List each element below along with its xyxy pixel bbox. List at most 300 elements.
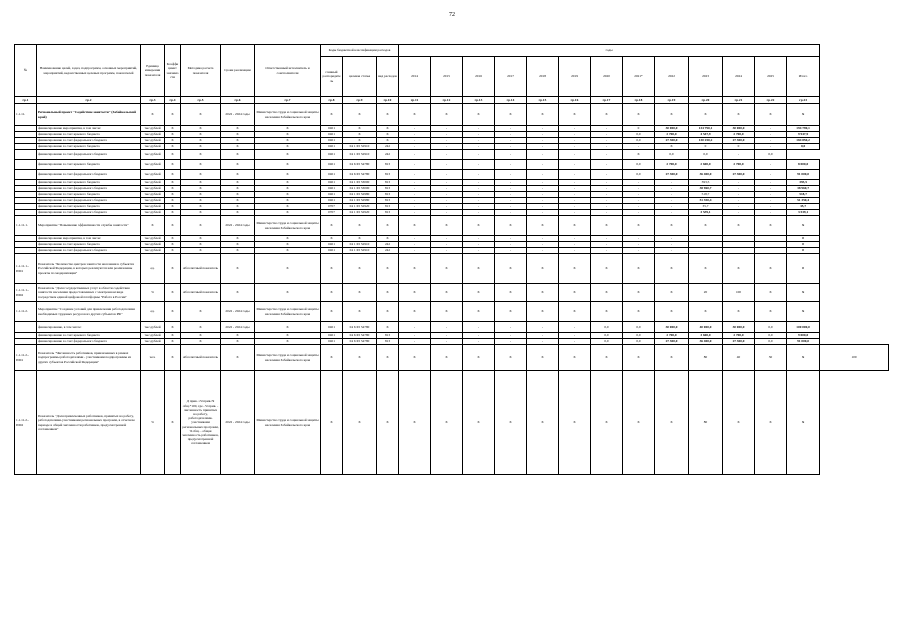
table-cell: 2022 - 2024 годы — [221, 371, 255, 475]
table-cell: X — [431, 371, 463, 475]
table-cell: 194 790,1 — [787, 126, 820, 132]
table-cell: - — [399, 236, 431, 242]
table-cell: X — [343, 104, 377, 126]
table-cell: - — [431, 138, 463, 144]
table-cell: 0,0 — [755, 322, 787, 333]
table-cell: - — [755, 198, 787, 204]
table-cell: X — [181, 192, 221, 198]
table-cell: 36 400,0 — [689, 339, 723, 345]
table-cell: - — [755, 180, 787, 186]
table-cell: 27 300,0 — [655, 170, 689, 180]
table-cell: - — [527, 248, 559, 254]
table-cell: - — [623, 248, 655, 254]
table-cell: X — [165, 236, 181, 242]
table-cell: - — [527, 242, 559, 248]
table-cell: - — [431, 160, 463, 170]
table-cell: - — [559, 248, 591, 254]
table-cell: - — [559, 333, 591, 339]
table-cell: - — [559, 204, 591, 210]
table-cell: 36 400,0 — [689, 170, 723, 180]
table-row — [15, 254, 889, 284]
table-cell: 9 947,9 — [787, 132, 820, 138]
table-cell: 3 539,1 — [787, 210, 820, 216]
group-number-cell: гр.18 — [623, 97, 655, 104]
table-cell: - — [655, 192, 689, 198]
table-cell: - — [559, 186, 591, 192]
year-header: 2022 — [655, 57, 689, 97]
table-cell: X — [165, 333, 181, 339]
table-cell: - — [527, 160, 559, 170]
table-cell: X — [527, 254, 559, 284]
row-name-cell: финансирование за счет федерального бюджета — [37, 186, 141, 192]
kbk-col-header: главный распорядитель — [321, 57, 343, 97]
table-cell: X — [255, 339, 321, 345]
table-cell: X — [165, 192, 181, 198]
table-cell: X — [181, 339, 221, 345]
table-cell: X — [377, 236, 399, 242]
table-cell: 04 6 P2 54780 — [343, 339, 377, 345]
table-cell: X — [431, 254, 463, 284]
table-cell: - — [655, 236, 689, 242]
table-cell: 04 6 P2 54780 — [343, 160, 377, 170]
table-cell: 134 790,1 — [689, 126, 723, 132]
table-cell: X — [655, 254, 689, 284]
table-cell: X — [165, 254, 181, 284]
table-cell: 0,0 — [623, 339, 655, 345]
table-cell: X — [181, 170, 221, 180]
table-cell: X — [377, 216, 399, 236]
col-unit-header: Единица измерения показателя — [141, 45, 165, 97]
table-cell: - — [399, 198, 431, 204]
table-cell: - — [527, 210, 559, 216]
table-cell: X — [321, 371, 343, 475]
table-cell: - — [527, 198, 559, 204]
table-cell: - — [431, 192, 463, 198]
table-cell: - — [495, 242, 527, 248]
table-cell: X — [343, 132, 377, 138]
table-cell: X — [787, 284, 820, 302]
table-cell: X — [343, 236, 377, 242]
table-cell: - — [431, 170, 463, 180]
table-cell: - — [527, 138, 559, 144]
table-cell: - — [463, 180, 495, 186]
table-cell: - — [495, 198, 527, 204]
table-cell: % — [141, 284, 165, 302]
table-cell: X — [623, 302, 655, 322]
table-cell: 0 — [787, 248, 820, 254]
table-cell: - — [399, 138, 431, 144]
table-cell: - — [755, 186, 787, 192]
table-cell: 04 1 P2 52910 — [343, 144, 377, 150]
table-cell: 0 — [787, 236, 820, 242]
table-cell: X — [181, 186, 221, 192]
table-cell: - — [431, 210, 463, 216]
table-cell: - — [527, 150, 559, 160]
col-method-header: Методика расчета показателя — [181, 45, 221, 97]
table-cell: - — [755, 144, 787, 150]
group-number-cell: гр.7 — [255, 97, 321, 104]
row-name-cell: финансирование за счет федерального бюджета — [37, 339, 141, 345]
table-cell: X — [591, 104, 623, 126]
table-cell: 2022 - 2024 годы — [221, 302, 255, 322]
table-cell: 4 547,9 — [689, 132, 723, 138]
table-cell: - — [463, 339, 495, 345]
table-cell: 518,7 — [787, 192, 820, 198]
table-cell: тыс.рублей — [141, 198, 165, 204]
table-row — [15, 160, 889, 170]
table-cell: - — [623, 204, 655, 210]
table-cell: X — [559, 345, 591, 371]
table-cell: - — [655, 186, 689, 192]
table-cell: X — [787, 216, 820, 236]
group-number-cell: гр.17 — [591, 97, 623, 104]
group-number-cell: гр.22 — [755, 97, 787, 104]
table-cell: X — [321, 104, 343, 126]
table-cell: 27 300,0 — [723, 138, 755, 144]
col-name-header: Наименование целей, задач, подпрограмм, основных мероприятий, мероприятий, ведомственных целевых программ, показателей — [37, 45, 141, 97]
table-cell: 393,5 — [787, 180, 820, 186]
table-cell: X — [723, 302, 755, 322]
table-cell: - — [559, 198, 591, 204]
table-row — [15, 322, 889, 333]
table-cell: - — [623, 186, 655, 192]
table-cell: - — [495, 160, 527, 170]
table-cell: - — [623, 210, 655, 216]
table-cell: 393,5 — [689, 180, 723, 186]
table-cell: X — [559, 302, 591, 322]
total-header: Итого — [787, 57, 820, 97]
table-cell: X — [755, 254, 787, 284]
table-cell: X — [255, 210, 321, 216]
table-cell: - — [591, 236, 623, 242]
row-name-cell: финансирование за счет краевого бюджета — [37, 144, 141, 150]
table-cell: - — [623, 242, 655, 248]
table-cell: - — [591, 180, 623, 186]
table-cell: 38 960,7 — [689, 186, 723, 192]
table-cell: - — [559, 170, 591, 180]
row-code-cell — [15, 170, 37, 180]
table-cell: X — [399, 254, 431, 284]
table-cell: X — [655, 144, 689, 150]
table-cell: X — [181, 302, 221, 322]
group-number-cell: гр.21 — [723, 97, 755, 104]
table-cell: X — [165, 150, 181, 160]
table-cell: - — [755, 160, 787, 170]
year-header: 2020 — [591, 57, 623, 97]
table-cell: - — [431, 132, 463, 138]
table-cell: X — [527, 302, 559, 322]
year-header: 2015 — [431, 57, 463, 97]
table-cell: - — [495, 180, 527, 186]
table-cell: тыс.рублей — [141, 144, 165, 150]
table-cell: - — [655, 204, 689, 210]
row-code-cell: 1.1.11. — [15, 104, 37, 126]
table-cell: - — [463, 236, 495, 242]
table-cell: 04 6 P2 54780 — [343, 170, 377, 180]
table-cell: X — [221, 180, 255, 186]
table-cell: 51 350,4 — [689, 198, 723, 204]
table-cell: X — [165, 216, 181, 236]
row-name-cell: финансирование за счет краевого бюджета — [37, 333, 141, 339]
table-cell: 91 000,0 — [787, 170, 820, 180]
group-number-cell: гр.6 — [221, 97, 255, 104]
table-cell: - — [399, 242, 431, 248]
table-cell: X — [181, 322, 221, 333]
table-cell: X — [221, 248, 255, 254]
table-cell: 04 1 P2 52980 — [343, 192, 377, 198]
table-cell: X — [181, 236, 221, 242]
table-cell: - — [495, 333, 527, 339]
table-cell: - — [399, 180, 431, 186]
year-header: 2019 — [559, 57, 591, 97]
table-cell: 813 — [377, 180, 399, 186]
table-cell: 2 700,0 — [655, 132, 689, 138]
table-cell: - — [399, 186, 431, 192]
table-cell: X — [591, 216, 623, 236]
table-cell: - — [527, 126, 559, 132]
table-cell: - — [431, 339, 463, 345]
table-cell: 0401 — [321, 144, 343, 150]
table-row — [15, 216, 889, 236]
table-cell: 27 300,0 — [723, 339, 755, 345]
table-cell: - — [431, 322, 463, 333]
table-cell: X — [463, 345, 495, 371]
table-cell: X — [463, 284, 495, 302]
table-cell: 80 — [689, 371, 723, 475]
table-cell: 04 1 P2 52910 — [343, 248, 377, 254]
table-cell: X — [495, 302, 527, 322]
table-cell: - — [495, 170, 527, 180]
table-cell: 80 — [689, 345, 723, 371]
table-cell: 0,0 — [623, 160, 655, 170]
program-financing-table — [14, 44, 889, 475]
row-name-cell: финансирование за счет федерального бюджета — [37, 150, 141, 160]
table-cell: тыс.рублей — [141, 186, 165, 192]
table-cell: 813 — [377, 339, 399, 345]
table-cell: - — [559, 322, 591, 333]
table-cell: - — [655, 248, 689, 254]
table-cell: - — [431, 180, 463, 186]
table-cell: X — [431, 284, 463, 302]
group-number-cell: гр.8 — [321, 97, 343, 104]
table-cell: 0,0 — [623, 322, 655, 333]
table-cell: X — [165, 132, 181, 138]
table-cell: X — [181, 126, 221, 132]
table-cell: 0,0 — [755, 150, 787, 160]
table-cell: X — [221, 144, 255, 150]
table-row — [15, 284, 889, 302]
table-cell: X — [343, 126, 377, 132]
table-cell: - — [463, 138, 495, 144]
table-cell: X — [755, 302, 787, 322]
table-cell: X — [399, 104, 431, 126]
table-cell: - — [495, 210, 527, 216]
table-cell: X — [377, 284, 399, 302]
table-cell: X — [255, 254, 321, 284]
table-cell: X — [165, 144, 181, 150]
table-cell: 813 — [377, 186, 399, 192]
table-cell: 27 300,0 — [655, 138, 689, 144]
year-header: 2017 — [495, 57, 527, 97]
table-cell: 30 000,0 — [655, 322, 689, 333]
table-cell: - — [559, 192, 591, 198]
table-cell: X — [495, 284, 527, 302]
table-cell: X — [181, 242, 221, 248]
table-cell: X — [623, 254, 655, 284]
table-cell: X — [221, 204, 255, 210]
table-cell: X — [255, 284, 321, 302]
group-number-cell: гр.1 — [15, 97, 37, 104]
table-cell: X — [221, 170, 255, 180]
table-cell: ед. — [141, 254, 165, 284]
table-cell: тыс.рублей — [141, 333, 165, 339]
table-cell: 100 — [723, 284, 755, 302]
table-cell: X — [165, 198, 181, 204]
table-cell: - — [495, 138, 527, 144]
table-cell: тыс.рублей — [141, 322, 165, 333]
group-number-cell: гр.9 — [343, 97, 377, 104]
table-cell: - — [399, 126, 431, 132]
table-cell: X — [755, 371, 787, 475]
table-cell: % — [141, 371, 165, 475]
table-cell: X — [165, 138, 181, 144]
table-cell: 100 — [820, 345, 889, 371]
table-cell: X — [255, 236, 321, 242]
table-cell: 27 300,0 — [655, 339, 689, 345]
table-cell: X — [343, 284, 377, 302]
table-cell: - — [755, 210, 787, 216]
group-number-cell: гр.11 — [399, 97, 431, 104]
table-cell: - — [431, 204, 463, 210]
row-name-cell: финансирование мероприятия, в том числе: — [37, 126, 141, 132]
table-cell: - — [495, 186, 527, 192]
table-cell: Министерство труда и социальной защиты населения Забайкальского края — [255, 345, 321, 371]
table-cell: X — [165, 210, 181, 216]
col-num-header: № — [15, 45, 37, 97]
table-cell: - — [463, 204, 495, 210]
table-cell: X — [377, 138, 399, 144]
table-cell: X — [181, 104, 221, 126]
table-cell: 8 000,0 — [787, 160, 820, 170]
table-cell: - — [527, 192, 559, 198]
table-cell: 04 1 P2 53000 — [343, 180, 377, 186]
table-cell: X — [255, 170, 321, 180]
table-cell: - — [755, 132, 787, 138]
group-number-cell: гр.16 — [559, 97, 591, 104]
table-cell: 0 — [723, 144, 755, 150]
table-cell: X — [787, 302, 820, 322]
row-name-cell: Показатель "Доля государственных услуг в области содействия занятости населения предоставленных с электронном виде посредством единой цифровой платформы "Работа в России" — [37, 284, 141, 302]
table-cell: X — [165, 339, 181, 345]
table-cell: - — [559, 210, 591, 216]
table-cell: X — [181, 160, 221, 170]
table-cell: X — [255, 248, 321, 254]
table-cell: 0,0 — [787, 144, 820, 150]
table-cell: - — [527, 204, 559, 210]
table-cell: - — [431, 126, 463, 132]
table-cell: 0401 — [321, 198, 343, 204]
table-cell: - — [755, 138, 787, 144]
table-cell: 518,7 — [689, 192, 723, 198]
page-number: 72 — [449, 12, 455, 18]
table-cell: X — [165, 126, 181, 132]
table-cell: 0 — [689, 144, 723, 150]
year-header: 2024 — [723, 57, 755, 97]
table-cell: 0401 — [321, 186, 343, 192]
group-number-cell: гр.5 — [181, 97, 221, 104]
table-cell: 813 — [377, 333, 399, 339]
table-cell: X — [399, 302, 431, 322]
row-name-cell: финансирование за счет федерального бюджета — [37, 210, 141, 216]
table-cell: 0401 — [321, 248, 343, 254]
table-cell: - — [495, 248, 527, 254]
table-cell: 0707 — [321, 210, 343, 216]
table-cell: X — [377, 371, 399, 475]
table-cell: X — [165, 170, 181, 180]
year-header: 2016 — [463, 57, 495, 97]
table-row — [15, 170, 889, 180]
table-cell: 813 — [377, 170, 399, 180]
table-cell: X — [165, 248, 181, 254]
table-cell: 242 — [377, 242, 399, 248]
table-cell: X — [377, 302, 399, 322]
table-cell: 813 — [377, 160, 399, 170]
table-cell: X — [321, 216, 343, 236]
table-cell: 30 — [755, 345, 787, 371]
table-cell: 35,7 — [689, 204, 723, 210]
table-cell: X — [221, 284, 255, 302]
table-row — [15, 302, 889, 322]
table-cell: - — [755, 126, 787, 132]
row-name-cell: финансирование, в том числе: — [37, 322, 141, 333]
table-cell: X — [377, 126, 399, 132]
table-cell: X — [221, 242, 255, 248]
table-cell: 51 350,4 — [787, 198, 820, 204]
table-cell: X — [377, 322, 399, 333]
table-cell: X — [255, 204, 321, 210]
table-cell: 35,7 — [787, 204, 820, 210]
table-cell: X — [321, 254, 343, 284]
table-cell: X — [165, 242, 181, 248]
table-cell: 0401 — [321, 242, 343, 248]
table-cell: Абсолютный показатель — [181, 254, 221, 284]
table-cell: - — [723, 186, 755, 192]
table-cell: X — [689, 104, 723, 126]
table-cell: - — [463, 126, 495, 132]
table-cell: X — [591, 284, 623, 302]
table-cell: 0 — [787, 242, 820, 248]
table-cell: - — [399, 150, 431, 160]
year-header: 2025 — [755, 57, 787, 97]
table-cell: - — [591, 126, 623, 132]
table-cell: 0401 — [321, 160, 343, 170]
table-cell: 3 539,1 — [689, 210, 723, 216]
table-cell: X — [221, 198, 255, 204]
table-cell: 100 000,0 — [787, 322, 820, 333]
table-cell: - — [655, 180, 689, 186]
table-cell: X — [655, 284, 689, 302]
table-cell: 242 — [377, 248, 399, 254]
table-cell: чел. — [141, 345, 165, 371]
row-name-cell: Показатель "Количество центров занятости населения в субъектах Российской Федерации, в которых реализуются или реализованы проекты по модернизации" — [37, 254, 141, 284]
group-number-cell: гр.3 — [141, 97, 165, 104]
table-cell: X — [255, 126, 321, 132]
table-cell: 38 960,7 — [787, 186, 820, 192]
kbk-col-header: целевая статья — [343, 57, 377, 97]
table-cell: X — [527, 284, 559, 302]
table-cell: X — [591, 302, 623, 322]
table-cell: - — [495, 150, 527, 160]
